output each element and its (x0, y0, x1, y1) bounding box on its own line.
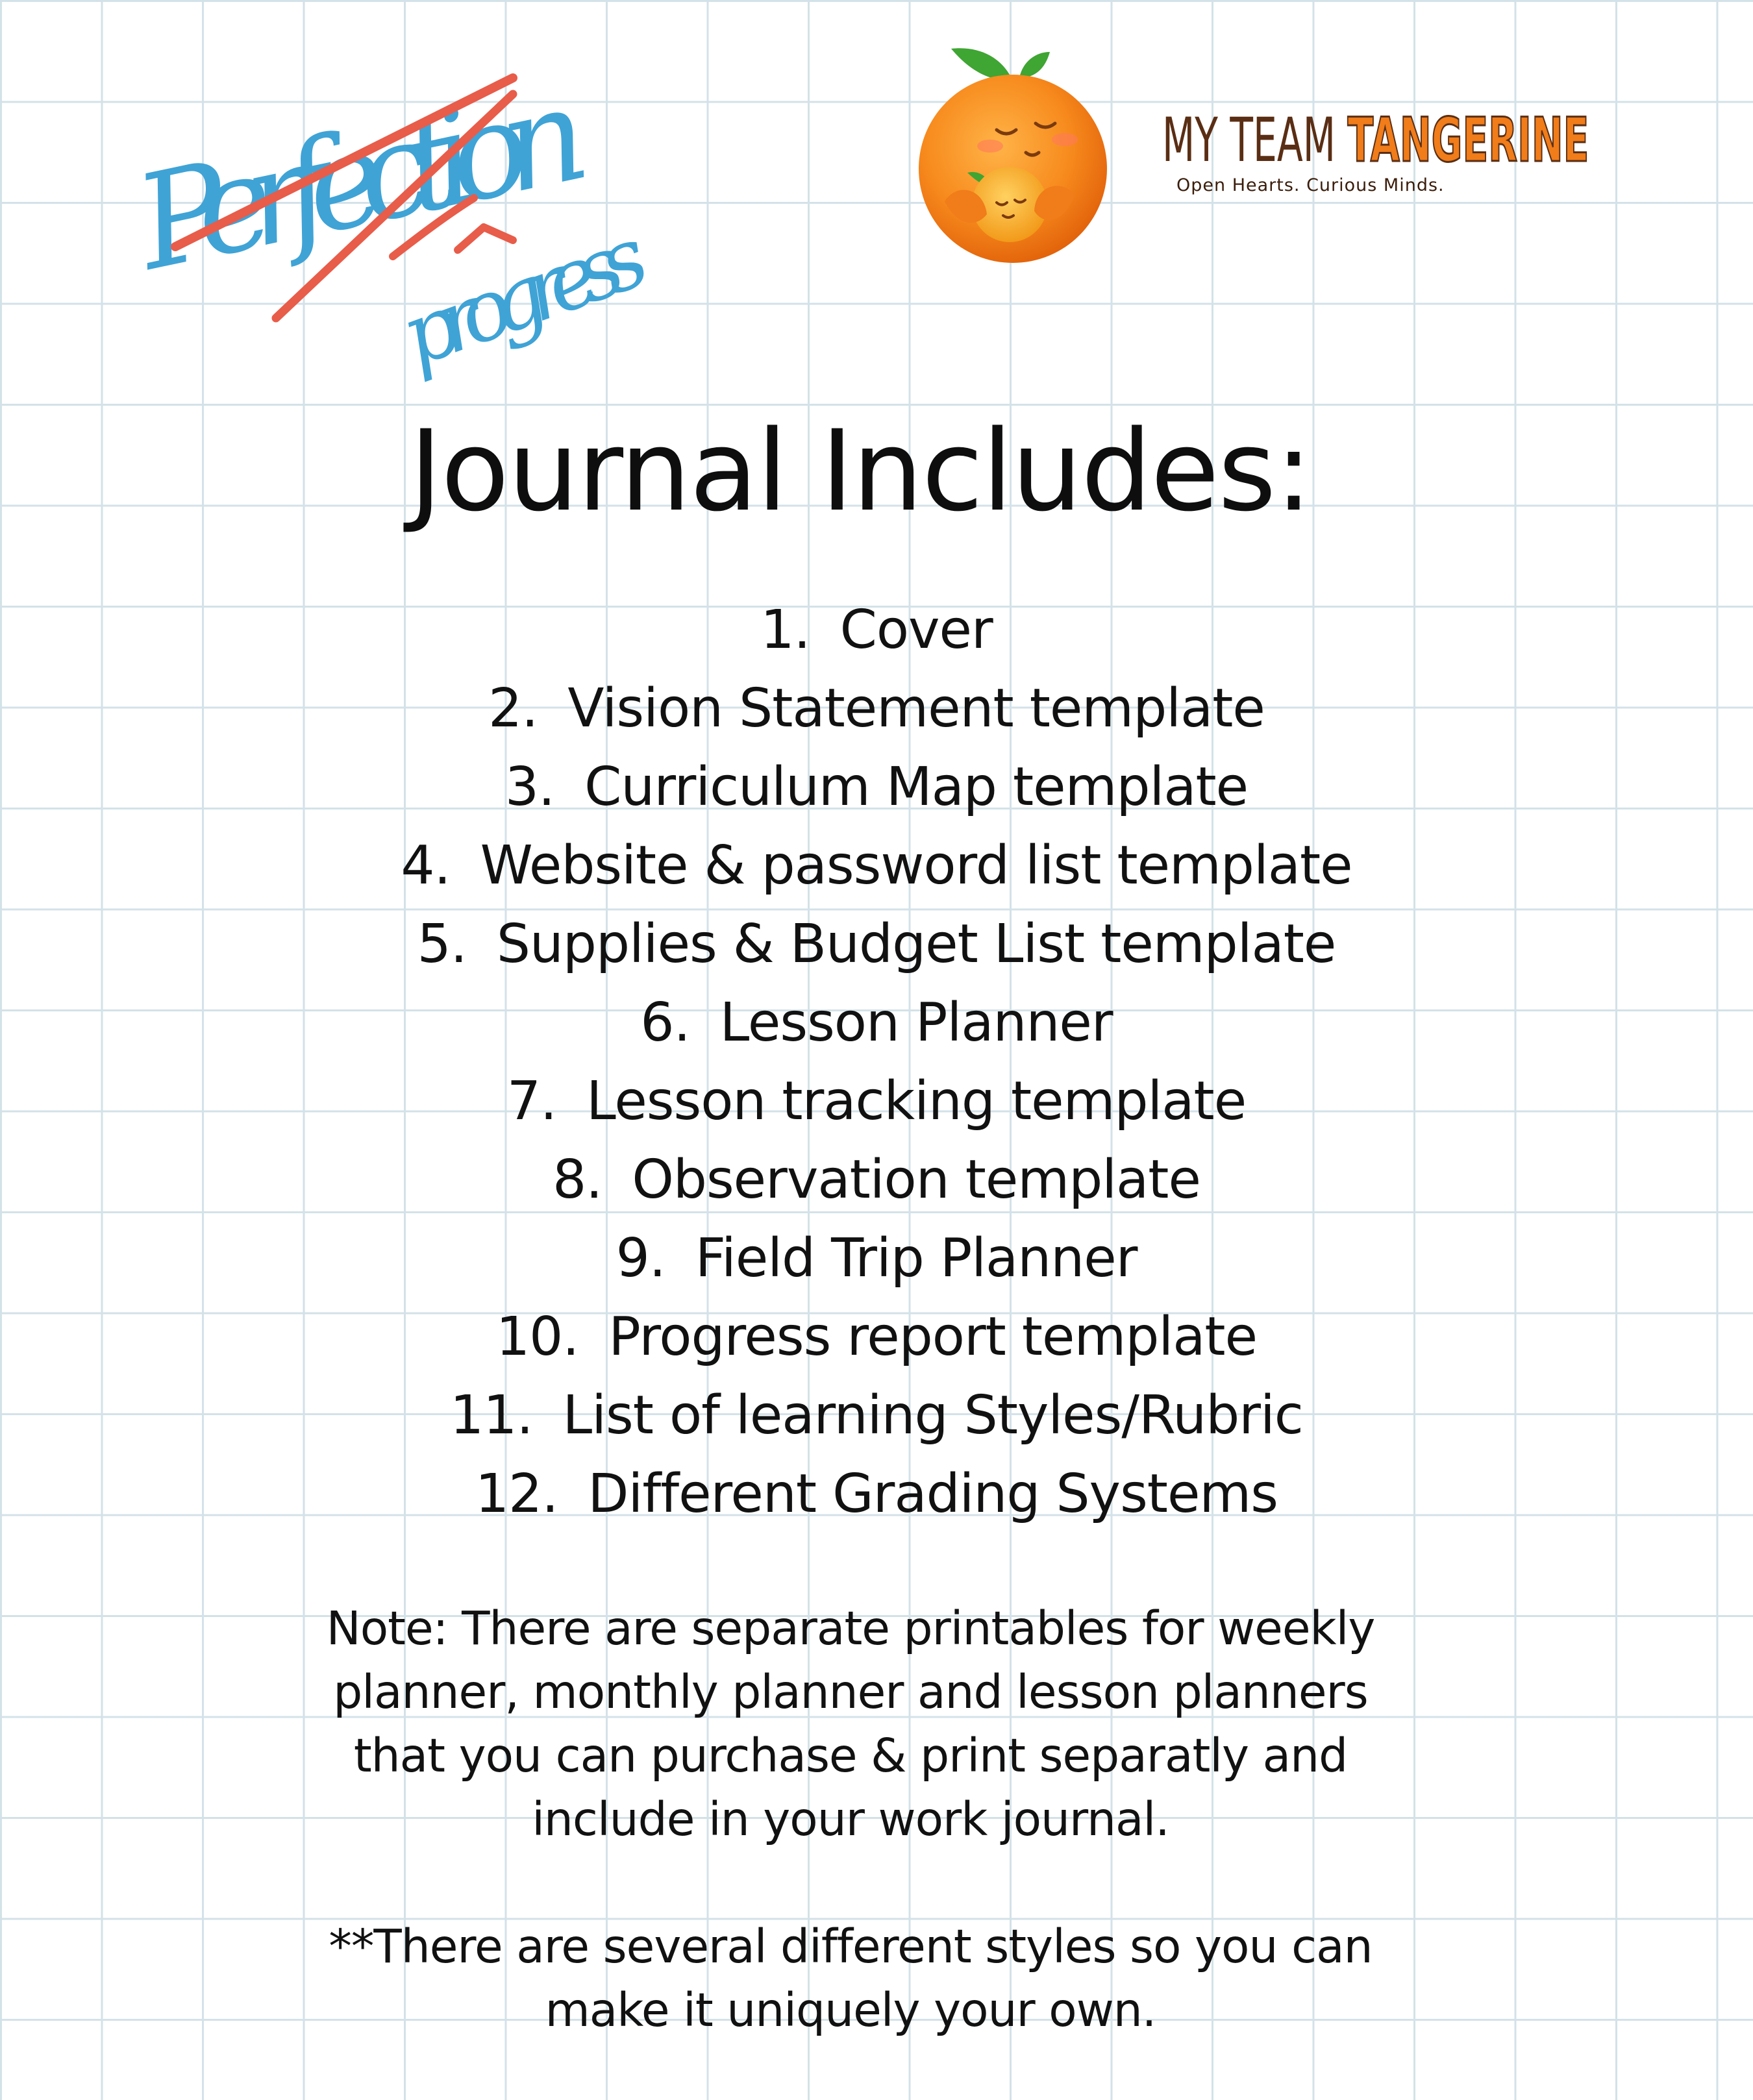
note-line: include in your work journal. (532, 1792, 1169, 1846)
note-line: planner, monthly planner and lesson planners (333, 1665, 1368, 1719)
list-item-label: Observation template (632, 1149, 1200, 1211)
list-item (0, 1455, 1753, 1533)
list-item-label: Lesson tracking template (586, 1070, 1247, 1132)
list-item (0, 1376, 1753, 1455)
list-item-number: 12. (475, 1463, 558, 1525)
list-item-number: 1. (760, 599, 810, 661)
note-line: **There are several different styles so you can (329, 1920, 1373, 1973)
replacement-word: progress (388, 206, 661, 386)
struck-word: Perfection (124, 57, 601, 300)
list-item-label: Supplies & Budget List template (496, 913, 1336, 975)
list-item-number: 10. (495, 1306, 579, 1368)
list-item (0, 1298, 1753, 1376)
list-item (0, 591, 1753, 669)
list-item (0, 983, 1753, 1062)
list-item-label: Lesson Planner (719, 992, 1113, 1054)
list-item-label: Vision Statement template (567, 678, 1265, 739)
tangerine-hug-icon (906, 19, 1120, 260)
list-item-label: Different Grading Systems (588, 1463, 1278, 1525)
list-item-number: 5. (417, 913, 467, 975)
list-item (0, 748, 1753, 826)
list-item (0, 1219, 1753, 1298)
brand-name (1162, 105, 1589, 176)
note-line: make it uniquely your own. (545, 1983, 1156, 2037)
list-item-number: 7. (506, 1070, 557, 1132)
journal-contents-list (0, 591, 1753, 1533)
list-item-label: Website & password list template (480, 835, 1352, 896)
list-item-label: Progress report template (608, 1306, 1258, 1368)
brand-tagline: Open Hearts. Curious Minds. (1176, 175, 1445, 195)
list-item-number: 9. (615, 1228, 665, 1289)
brand-name-highlight: TANGERINE (1347, 105, 1589, 176)
list-item (0, 669, 1753, 748)
list-item-number: 6. (640, 992, 690, 1054)
list-item (0, 1062, 1753, 1141)
list-item-label: Cover (839, 599, 993, 661)
list-item-label: Field Trip Planner (695, 1228, 1138, 1289)
note-line: Note: There are separate printables for weekly (326, 1601, 1375, 1655)
list-item-label: Curriculum Map template (584, 756, 1249, 818)
brand-name-prefix: MY TEAM (1162, 105, 1348, 176)
styles-note-paragraph (0, 1915, 1701, 2042)
page-title: Journal Includes: (409, 406, 1312, 536)
list-item-number: 2. (488, 678, 538, 739)
list-item (0, 1141, 1753, 1219)
brand-logo (1162, 105, 1589, 195)
list-item (0, 826, 1753, 905)
perfection-progress-graphic (124, 39, 669, 402)
list-item-label: List of learning Styles/Rubric (562, 1385, 1303, 1446)
list-item (0, 905, 1753, 983)
list-item-number: 4. (401, 835, 451, 896)
list-item-number: 8. (553, 1149, 603, 1211)
list-item-number: 11. (450, 1385, 533, 1446)
note-paragraph (0, 1597, 1701, 1851)
note-line: that you can purchase & print separatly and (353, 1729, 1348, 1783)
list-item-number: 3. (504, 756, 555, 818)
